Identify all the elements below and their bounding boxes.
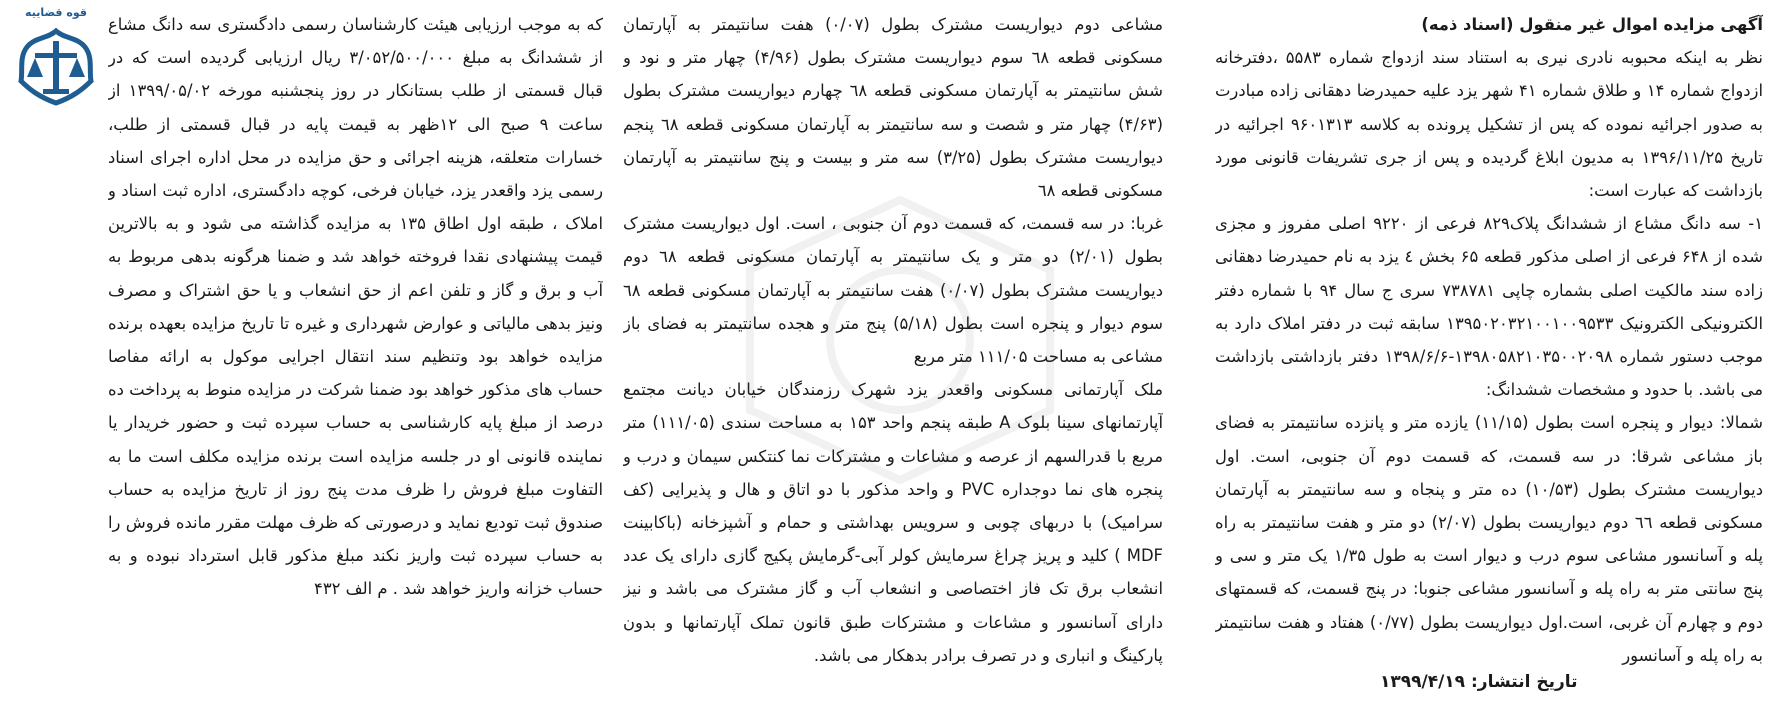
notice-paragraph: ملک آپارتمانی مسکونی واقعدر یزد شهرک رزمندگان خیابان دیانت مجتمع آپارتمانهای سینا بلوک A طبقه پنجم واحد ۱۵۳ به مساحت سندی (۱۱۱/۰۵) متر مربع با قدرالسهم از عرصه و مشاعات و مشترکات نما کنتکس سیمان و درب و پنجره های نما دوجداره PVC و واحد مذکور با دو اتاق و هال و پذیرایی (کف سرامیک) با دربهای چوبی و سرویس بهداشتی و حمام و آشپزخانه (باکابینت MDF ) کلید و پریز چراغ سرمایش کولر آبی-گرمایش پکیج گازی دارای یک عدد انشعاب برق تک فاز اختصاصی و انشعاب آب و گاز مشترک می باشد و نیز دارای آسانسور و مشاعات و مشترکات طبق قانون تملک آپارتمانها و بدون پارکینگ و انباری و در تصرف برادر بدهکار می باشد. xyxy=(623,380,1163,665)
notice-column-3 xyxy=(108,8,603,708)
notice-column-1 xyxy=(1215,8,1763,708)
notice-paragraph: که به موجب ارزیابی هیئت کارشناسان رسمی دادگستری سه دانگ مشاع از ششدانگ به مبلغ ۳/۰۵۲/۵۰۰/۰۰۰ ریال ارزیابی گردیده است که در قبال قسمتی از طلب بستانکار در روز پنجشنبه مورخه ۱۳۹۹/۰۵/۰۲ از ساعت ۹ صبح الی ۱۲ظهر به قیمت پایه در قبال قسمتی از طلب، خسارات متعلقه، هزینه اجرائی و حق مزایده در محل اداره اجرای اسناد رسمی یزد واقعدر یزد، خیابان فرخی، کوچه دادگستری، اداره ثبت اسناد و املاک ، طبقه اول اطاق ۱۳۵ به مزایده گذاشته می شود و به بالاترین قیمت پیشنهادی نقدا فروخته خواهد شد و ضمنا هرگونه بدهی مربوط به آب و برق و گاز و تلفن اعم از حق انشعاب و یا حق اشتراک و مصرف ونیز بدهی مالیاتی و عوارض شهرداری و غیره تا تاریخ مزایده بعهده برنده مزایده خواهد بود وتنظیم سند انتقال اجرایی موکول به ارائه مفاصا حساب های مذکور خواهد بود ضمنا شرکت در مزایده منوط به پرداخت ده درصد از مبلغ پایه کارشناسی به حساب سپرده ثبت و حضور خریدار یا نماینده قانونی او در جلسه مزایده است برنده مزایده مکلف است ما به التفاوت مبلغ فروش را ظرف مدت پنج روز از تاریخ مزایده به حساب صندوق ثبت تودیع نماید و درصورتی که ظرف مهلت مقرر مانده فروش را به حساب سپرده ثبت واریز نکند مبلغ مذکور قابل استرداد نبوده و به حساب خزانه واریز خواهد شد . م الف ۴۳۲ xyxy=(108,15,603,599)
notice-paragraph: نظر به اینکه محبوبه نادری نیری به استناد سند ازدواج شماره ۵۵۸۳ ،دفترخانه ازدواج شماره ۱۴ و طلاق شماره ۴۱ شهر یزد علیه حمیدرضا دهقانی زاده مبادرت به صدور اجرائیه نموده که پس از تشکیل پرونده به کلاسه ۹۶۰۱۳۱۳ اجرائیه در تاریخ ۱۳۹۶/۱۱/۲۵ به مدیون ابلاغ گردیده و پس از جری تشریفات قانونی مورد بازداشت که عبارت است: xyxy=(1215,48,1763,201)
brand xyxy=(8,6,104,109)
notice-paragraph: مشاعی دوم دیواریست مشترک بطول (۰/۰۷) هفت سانتیمتر به آپارتمان مسکونی قطعه ٦٨ سوم دیواریست مشترک بطول (۴/۹۶) چهار متر و نود و شش سانتیمتر به آپارتمان مسکونی قطعه ٦٨ چهارم دیواریست مشترک بطول (۴/۶۳) چهار متر و شصت و سه سانتیمتر به آپارتمان مسکونی قطعه ٦٨ پنجم دیواریست مشترک بطول (۳/۲۵) سه متر و بیست و پنج سانتیمتر به آپارتمان مسکونی قطعه ٦٨ xyxy=(623,15,1163,201)
notice-paragraph: ۱- سه دانگ مشاع از ششدانگ پلاک۸۲۹ فرعی از ۹۲۲۰ اصلی مفروز و مجزی شده از ۶۴۸ فرعی از اصلی مذکور قطعه ۶۵ بخش ٤ یزد به نام حمیدرضا دهقانی زاده سند مالکیت اصلی بشماره چاپی ۷۳۸۷۸۱ سری ج سال ۹۴ با شماره دفتر الکترونیکی الکترونیک ۱۳۹۵۰۲۰۳۲۱۰۰۱۰۰۹۵۳۳ سابقه ثبت در دفتر املاک دارد به موجب دستور شماره ۱۳۹۸۰۵۸۲۱۰۳۵۰۰۲۰۹۸-۱۳۹۸/۶/۶ دفتر بازداشتی بازداشت می باشد. با حدود و مشخصات ششدانگ: xyxy=(1215,214,1763,400)
notice-title: آگهی مزایده اموال غیر منقول (اسناد ذمه) xyxy=(1421,15,1763,34)
brand-name: قوه قضاییه xyxy=(25,6,87,19)
notice-column-2 xyxy=(623,8,1163,708)
notice-paragraph: غربا: در سه قسمت، که قسمت دوم آن جنوبی ، است. اول دیواریست مشترک بطول (۲/۰۱) دو متر و یک سانتیمتر به آپارتمان مسکونی قطعه ٦٨ دوم دیواریست مشترک بطول (۰/۰۷) هفت سانتیمتر به آپارتمان مسکونی قطعه ٦٨ سوم دیوار و پنجره است بطول (۵/۱۸) پنج متر و هجده سانتیمتر به فضای باز مشاعی به مساحت ۱۱۱/۰۵ متر مربع xyxy=(623,214,1163,367)
judiciary-logo-icon xyxy=(13,23,99,109)
publish-date: تاریخ انتشار: ۱۳۹۹/۴/۱۹ xyxy=(1380,672,1578,692)
notice-paragraph: شمالا: دیوار و پنجره است بطول (۱۱/۱۵) یازده متر و پانزده سانتیمتر به فضای باز مشاعی شرقا: در سه قسمت، که قسمت دوم آن جنوبی، است. اول دیواریست مشترک بطول (۱۰/۵۳) ده متر و پنجاه و سه سانتیمتر به آپارتمان مسکونی قطعه ٦٦ دوم دیواریست بطول (۲/۰۷) دو متر و هفت سانتیمتر به راه پله و آسانسور مشاعی سوم درب و دیوار است به طول ۱/۳۵ یک متر و سی و پنج سانتی متر به راه پله و آسانسور مشاعی جنوبا: در پنج قسمت، که قسمتهای دوم و چهارم آن غربی، است.اول دیواریست بطول (۰/۷۷) هفتاد و هفت سانتیمتر به راه پله و آسانسور xyxy=(1215,413,1763,665)
